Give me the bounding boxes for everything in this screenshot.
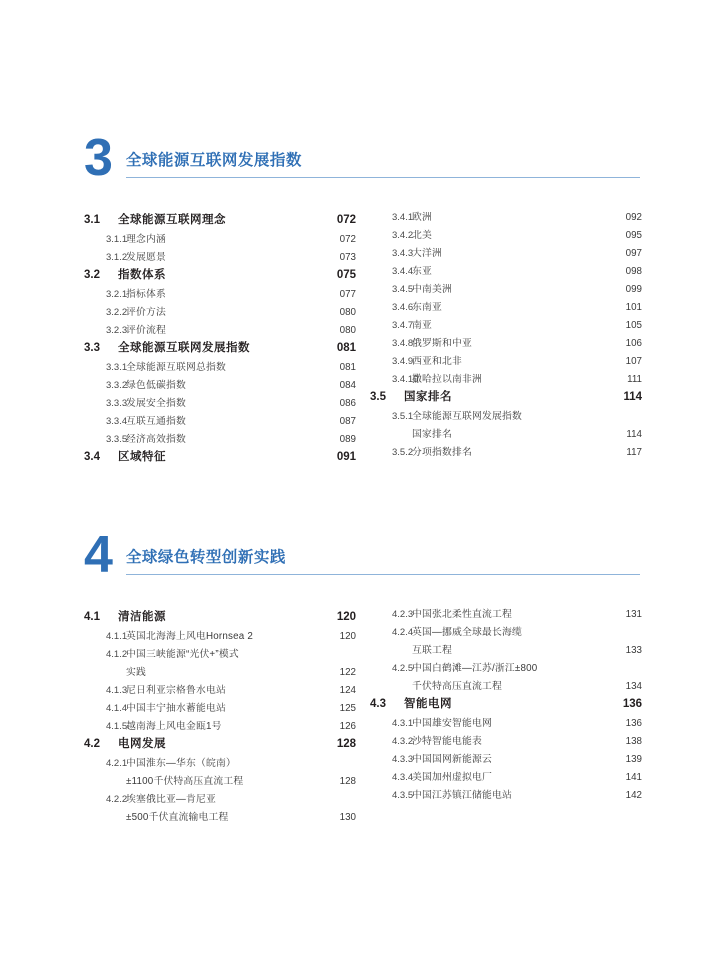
entry-page: 086 bbox=[339, 398, 356, 409]
entry-number: 4.3.4 bbox=[392, 772, 414, 783]
entry-number: 3.3.5 bbox=[106, 434, 128, 445]
entry-number: 3.1 bbox=[84, 214, 100, 226]
entry-title: 俄罗斯和中亚 bbox=[412, 338, 472, 349]
entry-title: 中国雄安智能电网 bbox=[412, 718, 492, 729]
entry-number: 4.2 bbox=[84, 738, 100, 750]
toc-entry[interactable] bbox=[84, 268, 356, 283]
entry-number: 3.4 bbox=[84, 451, 100, 463]
toc-entry[interactable] bbox=[370, 282, 642, 297]
chapter-3-title: 全球能源互联网发展指数 bbox=[125, 152, 302, 169]
toc-entry[interactable] bbox=[370, 625, 642, 640]
entry-number: 3.4.9 bbox=[392, 356, 414, 367]
entry-title: 中国丰宁抽水蓄能电站 bbox=[126, 703, 226, 714]
chapter-section-3 bbox=[0, 129, 710, 469]
entry-number: 4.2.1 bbox=[106, 758, 128, 769]
entry-title: 评价方法 bbox=[126, 307, 166, 318]
entry-title: 中国白鹤滩—江苏/浙江±800 bbox=[412, 663, 538, 674]
toc-entry[interactable] bbox=[84, 360, 356, 375]
toc-entry[interactable] bbox=[370, 372, 642, 387]
entry-title: 全球能源互联网理念 bbox=[118, 214, 226, 226]
toc-entry[interactable] bbox=[84, 756, 356, 771]
entry-number: 3.4.10 bbox=[392, 374, 419, 385]
entry-number: 3.3.1 bbox=[106, 362, 128, 373]
entry-page: 077 bbox=[339, 289, 356, 300]
entry-title: 尼日利亚宗格鲁水电站 bbox=[126, 685, 226, 696]
entry-page: 136 bbox=[625, 718, 642, 729]
entry-page: 089 bbox=[339, 434, 356, 445]
entry-page: 126 bbox=[339, 721, 356, 732]
chapter-3-columns bbox=[0, 210, 710, 469]
toc-entry[interactable] bbox=[84, 665, 356, 680]
chapter-3-title-wrap bbox=[126, 152, 640, 180]
entry-page: 101 bbox=[625, 302, 642, 313]
entry-page: 098 bbox=[625, 266, 642, 277]
entry-page: 128 bbox=[339, 776, 356, 787]
entry-number: 3.2.3 bbox=[106, 325, 128, 336]
entry-title: 中南美洲 bbox=[412, 284, 452, 295]
entry-number: 3.4.3 bbox=[392, 248, 414, 259]
entry-number: 3.3.4 bbox=[106, 416, 128, 427]
entry-number: 4.1.1 bbox=[106, 631, 128, 642]
entry-title: 美国加州虚拟电厂 bbox=[412, 772, 492, 783]
entry-title: 撒哈拉以南非洲 bbox=[412, 374, 482, 385]
chapter-4-number: 4 bbox=[84, 526, 112, 584]
entry-number: 3.4.2 bbox=[392, 230, 414, 241]
entry-title: 绿色低碳指数 bbox=[126, 380, 186, 391]
entry-page: 111 bbox=[627, 374, 642, 385]
entry-number: 3.5 bbox=[370, 391, 386, 403]
entry-page: 095 bbox=[625, 230, 642, 241]
entry-page: 091 bbox=[336, 451, 356, 463]
entry-number: 4.3.1 bbox=[392, 718, 414, 729]
chapter-3-left-column bbox=[84, 210, 356, 469]
entry-page: 081 bbox=[336, 342, 356, 354]
entry-title: 南亚 bbox=[412, 320, 432, 331]
entry-title: 全球能源互联网发展指数 bbox=[118, 342, 250, 354]
entry-page: 136 bbox=[622, 698, 642, 710]
toc-entry[interactable] bbox=[370, 770, 642, 785]
entry-page: 072 bbox=[339, 234, 356, 245]
entry-title: 电网发展 bbox=[118, 738, 166, 750]
entry-number: 4.1.3 bbox=[106, 685, 128, 696]
chapter-4-columns bbox=[0, 607, 710, 828]
entry-number: 4.1.4 bbox=[106, 703, 128, 714]
chapter-3-rule bbox=[126, 177, 640, 178]
entry-number: 3.1.2 bbox=[106, 252, 128, 263]
toc-entry[interactable] bbox=[370, 607, 642, 622]
entry-title: 发展安全指数 bbox=[126, 398, 186, 409]
toc-entry[interactable] bbox=[370, 390, 642, 405]
toc-entry[interactable] bbox=[370, 752, 642, 767]
chapter-4-left-column bbox=[84, 607, 356, 828]
entry-title: 指数体系 bbox=[118, 269, 166, 281]
chapter-4-right-column bbox=[370, 607, 642, 828]
entry-page: 125 bbox=[339, 703, 356, 714]
entry-number: 3.4.6 bbox=[392, 302, 414, 313]
entry-number: 3.2 bbox=[84, 269, 100, 281]
entry-number: 4.3.2 bbox=[392, 736, 414, 747]
toc-entry[interactable] bbox=[370, 643, 642, 658]
chapter-4-title: 全球绿色转型创新实践 bbox=[125, 549, 286, 566]
chapter-3-number: 3 bbox=[84, 129, 112, 187]
entry-number: 4.2.2 bbox=[106, 794, 128, 805]
entry-page: 099 bbox=[625, 284, 642, 295]
entry-title: ±500千伏直流输电工程 bbox=[126, 812, 229, 823]
entry-number: 3.4.7 bbox=[392, 320, 414, 331]
top-spacer bbox=[0, 0, 710, 136]
entry-page: 133 bbox=[625, 645, 642, 656]
entry-page: 130 bbox=[339, 812, 356, 823]
toc-entry[interactable] bbox=[84, 305, 356, 320]
toc-entry[interactable] bbox=[84, 378, 356, 393]
entry-title: 理念内涵 bbox=[126, 234, 166, 245]
toc-entry[interactable] bbox=[84, 213, 356, 228]
chapter-4-title-wrap bbox=[126, 549, 640, 577]
entry-page: 142 bbox=[625, 790, 642, 801]
entry-title: 互联互通指数 bbox=[126, 416, 186, 427]
entry-number: 4.3.5 bbox=[392, 790, 414, 801]
toc-entry[interactable] bbox=[370, 300, 642, 315]
entry-title: 英国—挪威全球最长海缆 bbox=[412, 627, 522, 638]
toc-entry[interactable] bbox=[84, 432, 356, 447]
entry-number: 4.1.2 bbox=[106, 649, 128, 660]
entry-page: 131 bbox=[625, 609, 642, 620]
toc-entry[interactable] bbox=[84, 701, 356, 716]
toc-entry[interactable] bbox=[84, 719, 356, 734]
entry-title: 国家排名 bbox=[412, 429, 452, 440]
entry-page: 120 bbox=[339, 631, 356, 642]
toc-entry[interactable] bbox=[84, 647, 356, 662]
entry-title: 经济高效指数 bbox=[126, 434, 186, 445]
entry-title: 西亚和北非 bbox=[412, 356, 462, 367]
entry-title: 指标体系 bbox=[126, 289, 166, 300]
entry-number: 3.4.8 bbox=[392, 338, 414, 349]
entry-number: 3.5.1 bbox=[392, 411, 414, 422]
toc-entry[interactable] bbox=[370, 264, 642, 279]
chapter-4-header bbox=[0, 526, 710, 584]
toc-entry[interactable] bbox=[370, 427, 642, 442]
entry-title: 千伏特高压直流工程 bbox=[412, 681, 502, 692]
entry-title: 大洋洲 bbox=[412, 248, 442, 259]
entry-title: 中国三峡能源“光伏+”模式 bbox=[126, 649, 239, 660]
toc-entry[interactable] bbox=[370, 210, 642, 225]
entry-number: 4.2.4 bbox=[392, 627, 414, 638]
toc-entry[interactable] bbox=[370, 409, 642, 424]
entry-page: 139 bbox=[625, 754, 642, 765]
entry-page: 114 bbox=[626, 429, 642, 440]
entry-page: 075 bbox=[336, 269, 356, 281]
entry-number: 4.3.3 bbox=[392, 754, 414, 765]
entry-page: 141 bbox=[625, 772, 642, 783]
toc-entry[interactable] bbox=[84, 610, 356, 625]
toc-entry[interactable] bbox=[370, 679, 642, 694]
entry-title: 区域特征 bbox=[118, 451, 166, 463]
toc-entry[interactable] bbox=[84, 250, 356, 265]
entry-number: 4.1.5 bbox=[106, 721, 128, 732]
entry-title: 中国国网新能源云 bbox=[412, 754, 492, 765]
toc-entry[interactable] bbox=[84, 737, 356, 752]
toc-entry[interactable] bbox=[84, 683, 356, 698]
entry-title: 越南海上风电金瓯1号 bbox=[126, 721, 222, 732]
toc-entry[interactable] bbox=[84, 341, 356, 356]
toc-entry[interactable] bbox=[370, 354, 642, 369]
entry-page: 120 bbox=[336, 611, 356, 623]
entry-title: 智能电网 bbox=[404, 698, 452, 710]
entry-page: 084 bbox=[339, 380, 356, 391]
entry-page: 080 bbox=[339, 325, 356, 336]
chapter-section-4 bbox=[0, 526, 710, 828]
entry-title: 英国北海海上风电Hornsea 2 bbox=[126, 631, 253, 642]
entry-page: 080 bbox=[339, 307, 356, 318]
entry-title: 国家排名 bbox=[404, 391, 452, 403]
toc-entry[interactable] bbox=[84, 232, 356, 247]
entry-title: 沙特智能电能表 bbox=[412, 736, 482, 747]
entry-number: 4.2.3 bbox=[392, 609, 414, 620]
entry-number: 3.4.1 bbox=[392, 212, 414, 223]
entry-page: 117 bbox=[626, 447, 642, 458]
entry-page: 072 bbox=[336, 214, 356, 226]
entry-page: 122 bbox=[339, 667, 356, 678]
entry-page: 107 bbox=[625, 356, 642, 367]
entry-title: 东南亚 bbox=[412, 302, 442, 313]
toc-entry[interactable] bbox=[84, 396, 356, 411]
toc-entry[interactable] bbox=[370, 318, 642, 333]
toc-entry[interactable] bbox=[370, 734, 642, 749]
entry-title: 评价流程 bbox=[126, 325, 166, 336]
toc-entry[interactable] bbox=[84, 450, 356, 465]
entry-title: 中国张北柔性直流工程 bbox=[412, 609, 512, 620]
toc-entry[interactable] bbox=[370, 697, 642, 712]
entry-page: 128 bbox=[336, 738, 356, 750]
chapter-3-right-column bbox=[370, 210, 642, 469]
toc-entry[interactable] bbox=[370, 336, 642, 351]
entry-page: 134 bbox=[625, 681, 642, 692]
entry-title: 欧洲 bbox=[412, 212, 432, 223]
entry-number: 4.3 bbox=[370, 698, 386, 710]
entry-number: 3.2.1 bbox=[106, 289, 128, 300]
entry-title: 发展愿景 bbox=[126, 252, 166, 263]
toc-entry[interactable] bbox=[370, 788, 642, 803]
entry-title: 实践 bbox=[126, 667, 146, 678]
toc-entry[interactable] bbox=[370, 445, 642, 460]
entry-title: 分项指数排名 bbox=[412, 447, 472, 458]
entry-number: 3.3.3 bbox=[106, 398, 128, 409]
entry-page: 105 bbox=[625, 320, 642, 331]
entry-number: 3.1.1 bbox=[106, 234, 128, 245]
entry-page: 114 bbox=[623, 391, 642, 403]
entry-title: 中国淮东—华东（皖南） bbox=[126, 758, 236, 769]
toc-entry[interactable] bbox=[370, 246, 642, 261]
entry-title: 清洁能源 bbox=[118, 611, 166, 623]
entry-number: 3.3.2 bbox=[106, 380, 128, 391]
entry-number: 3.5.2 bbox=[392, 447, 414, 458]
entry-page: 106 bbox=[625, 338, 642, 349]
entry-page: 081 bbox=[339, 362, 356, 373]
entry-page: 097 bbox=[625, 248, 642, 259]
chapter-4-rule bbox=[126, 574, 640, 575]
toc-entry[interactable] bbox=[84, 629, 356, 644]
entry-number: 3.4.5 bbox=[392, 284, 414, 295]
toc-entry[interactable] bbox=[84, 810, 356, 825]
entry-page: 124 bbox=[339, 685, 356, 696]
toc-entry[interactable] bbox=[84, 792, 356, 807]
entry-number: 4.2.5 bbox=[392, 663, 414, 674]
entry-number: 3.3 bbox=[84, 342, 100, 354]
toc-entry[interactable] bbox=[84, 414, 356, 429]
chapter-3-header bbox=[0, 129, 710, 187]
entry-title: 中国江苏镇江储能电站 bbox=[412, 790, 512, 801]
toc-entry[interactable] bbox=[370, 661, 642, 676]
entry-title: 全球能源互联网发展指数 bbox=[412, 411, 522, 422]
toc-entry[interactable] bbox=[84, 287, 356, 302]
entry-title: 互联工程 bbox=[412, 645, 452, 656]
toc-entry[interactable] bbox=[84, 774, 356, 789]
entry-number: 3.4.4 bbox=[392, 266, 414, 277]
entry-title: 全球能源互联网总指数 bbox=[126, 362, 226, 373]
entry-title: 北美 bbox=[412, 230, 432, 241]
entry-title: ±1100千伏特高压直流工程 bbox=[126, 776, 244, 787]
entry-title: 埃塞俄比亚—肯尼亚 bbox=[126, 794, 216, 805]
entry-number: 4.1 bbox=[84, 611, 100, 623]
toc-entry[interactable] bbox=[84, 323, 356, 338]
entry-page: 087 bbox=[339, 416, 356, 427]
entry-page: 073 bbox=[339, 252, 356, 263]
entry-page: 138 bbox=[625, 736, 642, 747]
entry-title: 东亚 bbox=[412, 266, 432, 277]
toc-entry[interactable] bbox=[370, 228, 642, 243]
entry-number: 3.2.2 bbox=[106, 307, 128, 318]
toc-entry[interactable] bbox=[370, 716, 642, 731]
entry-page: 092 bbox=[625, 212, 642, 223]
